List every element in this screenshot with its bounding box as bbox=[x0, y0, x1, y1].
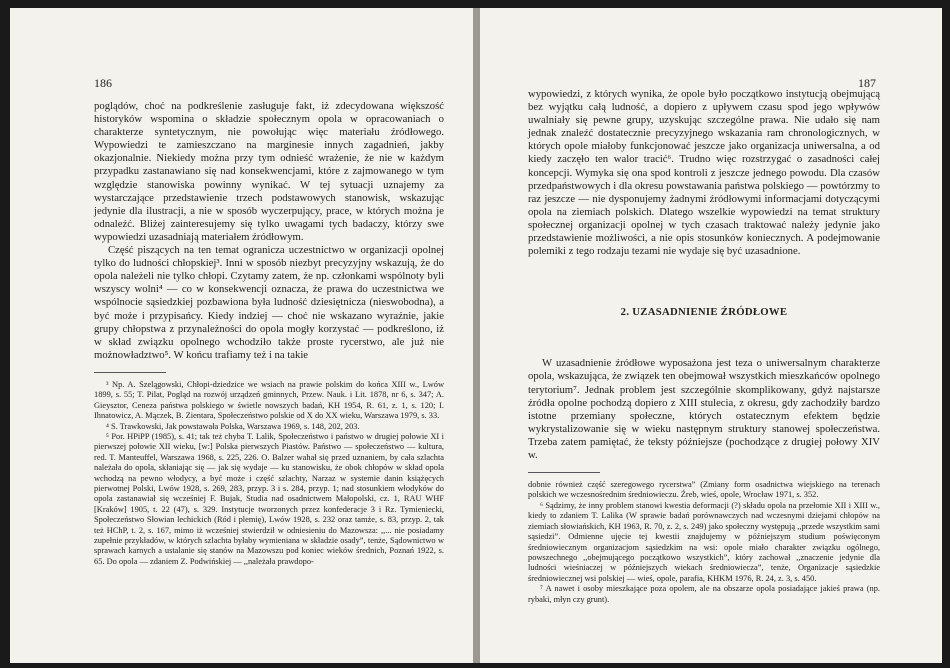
footnotes bbox=[528, 480, 880, 605]
page-number: 187 bbox=[858, 76, 876, 90]
right-text-block bbox=[528, 88, 880, 605]
footnotes bbox=[94, 380, 444, 567]
footnote: ⁶ Sądzimy, że inny problem stanowi kwestia deformacji (?) składu opola na przełomie XII i XIII w., kiedy to zdaniem T. Lalika (W sprawie badań porównawczych nad wczesnymi dziejami chłopów na ziemiach słowiańskich, KH 1963, R. 70, z. 2, s. 249) jako społeczny występują ,,przede wszystkim sami sąsiedzi”. Odmienne ujęcie tej kwestii znajdujemy w późniejszym studium poświęconym średniowiecznym organizacjom sąsiedzkim na wsi: opole miało charakter związku ogólnego, powszechnego ,,obejmującego początkowo wszystkich”, który zachował ,,znaczenie jedynie dla ludności wieśniaczej w późniejszych wiekach średniowiecza”, tenże, Organizacje sąsiedzkie średniowiecznej wsi polskiej — wieś, opole, parafia, KHKM 1976, R. 24, z. 3, s. 450. bbox=[528, 500, 880, 583]
book-gutter bbox=[473, 8, 480, 663]
section-heading: 2. UZASADNIENIE ŹRÓDŁOWE bbox=[620, 306, 788, 319]
paragraph: poglądów, choć na podkreślenie zasługuje fakt, iż zdecydowana większość historyków wspomina o składzie społecznym opola w opracowaniach o charakterze syntetycznym, nie powołując więc materiału źródłowego. Wypowiedzi te zamieszczano na marginesie innych zagadnień, jakby okazjonalnie. Niekiedy można przy tym odnieść wrażenie, że nie w każdym przypadku zastanawiano się nad konsekwencjami, które z zajmowanego w tym względzie stanowiska powinny wynikać. W tej sytuacji uznajemy za wystarczające przedstawienie trzech podstawowych stanowisk, wskazując jedynie dla ilustracji, a nie w sposób wyczerpujący, prace, w których można je odnaleźć. Bliżej zainteresujemy się tylko uwagami tych badaczy, którzy swe wypowiedzi uzasadniają materiałem źródłowym. bbox=[94, 100, 444, 243]
right-page bbox=[480, 8, 942, 663]
footnote: ⁵ Por. HPiPP (1985), s. 41; tak też chyba T. Lalik, Społeczeństwo i państwo w drugiej połowie XI i pierwszej połowie XII wieku, [w:] Polska pierwszych Piastów. Państwo — społeczeństwo — kultura, red. T. Manteuffel, Warszawa 1968, s. 225, 226. O. Balzer wahał się przed uznaniem, by cała szlachta należała do opola, skłaniając się — jak się wydaje — ku stanowisku, że obok chłopów w skład opola wchodzą na pewno włodycy, a być może i część szlachty, Narzaz w systemie danin książęcych pierwotnej Polski, Lwów 1928, s. 269, 283, przyp. 3 i s. 284, przyp. 1; nad stosunkiem włodyków do opola zastanawiał się wcześniej F. Bujak, Studia nad osadnictwem Małopolski, cz. 1, RAU WHF [Kraków] 1905, t. 22 (47), s. 329. Instytucje tworzonych przez konfederacje 3 i Rz. Tymieniecki, Społeczeństwo Słowian lechickich (Ród i plemię), Lwów 1928, s. 232 oraz tamże, s. 83, przyp. 2, tak też HChP, t. 2, s. 167, mimo iż wcześniej stwierdził w odniesieniu do Mazowsza: ,,... nie posiadamy zupełnie przykładów, w których szlachta byłaby wymieniana w składzie osady”, tenże, Sądownictwo w sprawach karnych a ustalanie się stanów na Mazowszu pod koniec wieków średnich, Poznań 1922, s. 65. Do opola — zdaniem Z. Podwińskiej — ,,należała prawdopo- bbox=[94, 431, 444, 566]
footnote: ⁴ S. Trawkowski, Jak powstawała Polska, Warszawa 1969, s. 148, 202, 203. bbox=[106, 421, 360, 431]
paragraph: Część piszących na ten temat ogranicza uczestnictwo w organizacji opolnej tylko do ludności chłopskiej³. Inni w sposób niezbyt precyzyjny wskazują, że do opola należeli nie tylko chłopi. Czytamy zatem, że np. członkami wspólnoty byli wszyscy wolni⁴ — co w konsekwencji oznacza, że prawa do uczestnictwa we wspólnocie sąsiedzkiej pozbawiona była ludność dziesiętnicza (nieswobodna), a być może i przypisańcy. Kiedy indziej — choć nie wskazano wyraźnie, jakie grupy chłopstwa z przynależności do opola mogły korzystać — podkreślono, iż w skład związku opolnego wchodziło także proste rycerstwo, ale już nie możnowładztwo⁵. W końcu trafiamy też i na takie bbox=[94, 244, 444, 361]
paragraph: W uzasadnienie źródłowe wyposażona jest teza o uniwersalnym charakterze opola, wskazująca, że związek ten obejmował wszystkich mieszkańców opolnego terytorium⁷. Jednak problem jest szczególnie skomplikowany, gdyż najstarsze źródła opolne pochodzą dopiero z XIII stulecia, z okresu, gdy zachodziły bardzo istotne przemiany społeczne, których ostatecznym efektem będzie wykrystalizowanie się w wieku następnym struktury stanowej społeczeństwa. Trzeba zatem pamiętać, że teksty późniejsze (pochodzące z drugiej połowy XIV w. bbox=[528, 357, 880, 461]
left-page bbox=[10, 8, 473, 663]
page-number: 186 bbox=[94, 76, 112, 90]
footnote-rule bbox=[528, 472, 600, 473]
footnote-rule bbox=[94, 372, 166, 373]
footnote: ³ Np. A. Szelągowski, Chłopi-dziedzice we wsiach na prawie polskim do końca XIII w., Lwów 1899, s. 55; T. Pilat, Pogląd na rozwój urządzeń gminnych, Przew. Nauk. i Lit. 1878, nr 6, s. 347; A. Gieysztor, Ceneza państwa polskiego w świetle nowszych badań, KH 1954, R. 61, z. 1, s. 120; I. Ihnatowicz, A. Mączek, B. Zientara, Społeczeństwo polskie od X do XX wieku, Warszawa 1979, s. 33. bbox=[94, 379, 444, 421]
paragraph: wypowiedzi, z których wynika, że opole było początkowo instytucją obejmującą bez wyjątku całą ludność, a dopiero z upływem czasu spod jego wpływów uwalniały się pewne grupy, uzyskując szczególne prawa. Nie udało się nam jednak znaleźć dostatecznie precyzyjnego wskazania ram chronologicznych, w których opole miałoby funkcjonować jeszcze jako organizacja uniwersalna, a od kiedy zaczęło ten walor tracić⁶. Trudno więc rozstrzygać o zasadności całej koncepcji. Wymyka się ona spod kontroli z jeszcze jednego powodu. Dla czasów przedpaństwowych i dla okresu powstawania państwa polskiego — powtórzmy to raz jeszcze — nie dysponujemy żadnymi źródłowymi informacjami dotyczącymi opola na ziemiach polskich. Dlatego wszelkie wypowiedzi na temat struktury społecznej organizacji opolnej w tych czasach traktować należy jedynie jako przedstawienie możliwości, a nie opis stosunków koniecznych. A podejmowanie polemiki z tego rodzaju tezami nie wydaje się być uzasadnione. bbox=[528, 88, 880, 258]
footnote: ⁷ A nawet i osoby mieszkające poza opolem, ale na obszarze opola posiadające jakieś prawa (np. rybaki, młyn czy grunt). bbox=[528, 584, 880, 604]
left-text-block bbox=[94, 100, 444, 567]
footnote: dobnie również część szeregowego rycerstwa” (Zmiany form osadnictwa wiejskiego na terenach polskich we wczesnośrednim średniowieczu. Źreb, wieś, opole, Wrocław 1971, s. 352. bbox=[528, 480, 880, 500]
